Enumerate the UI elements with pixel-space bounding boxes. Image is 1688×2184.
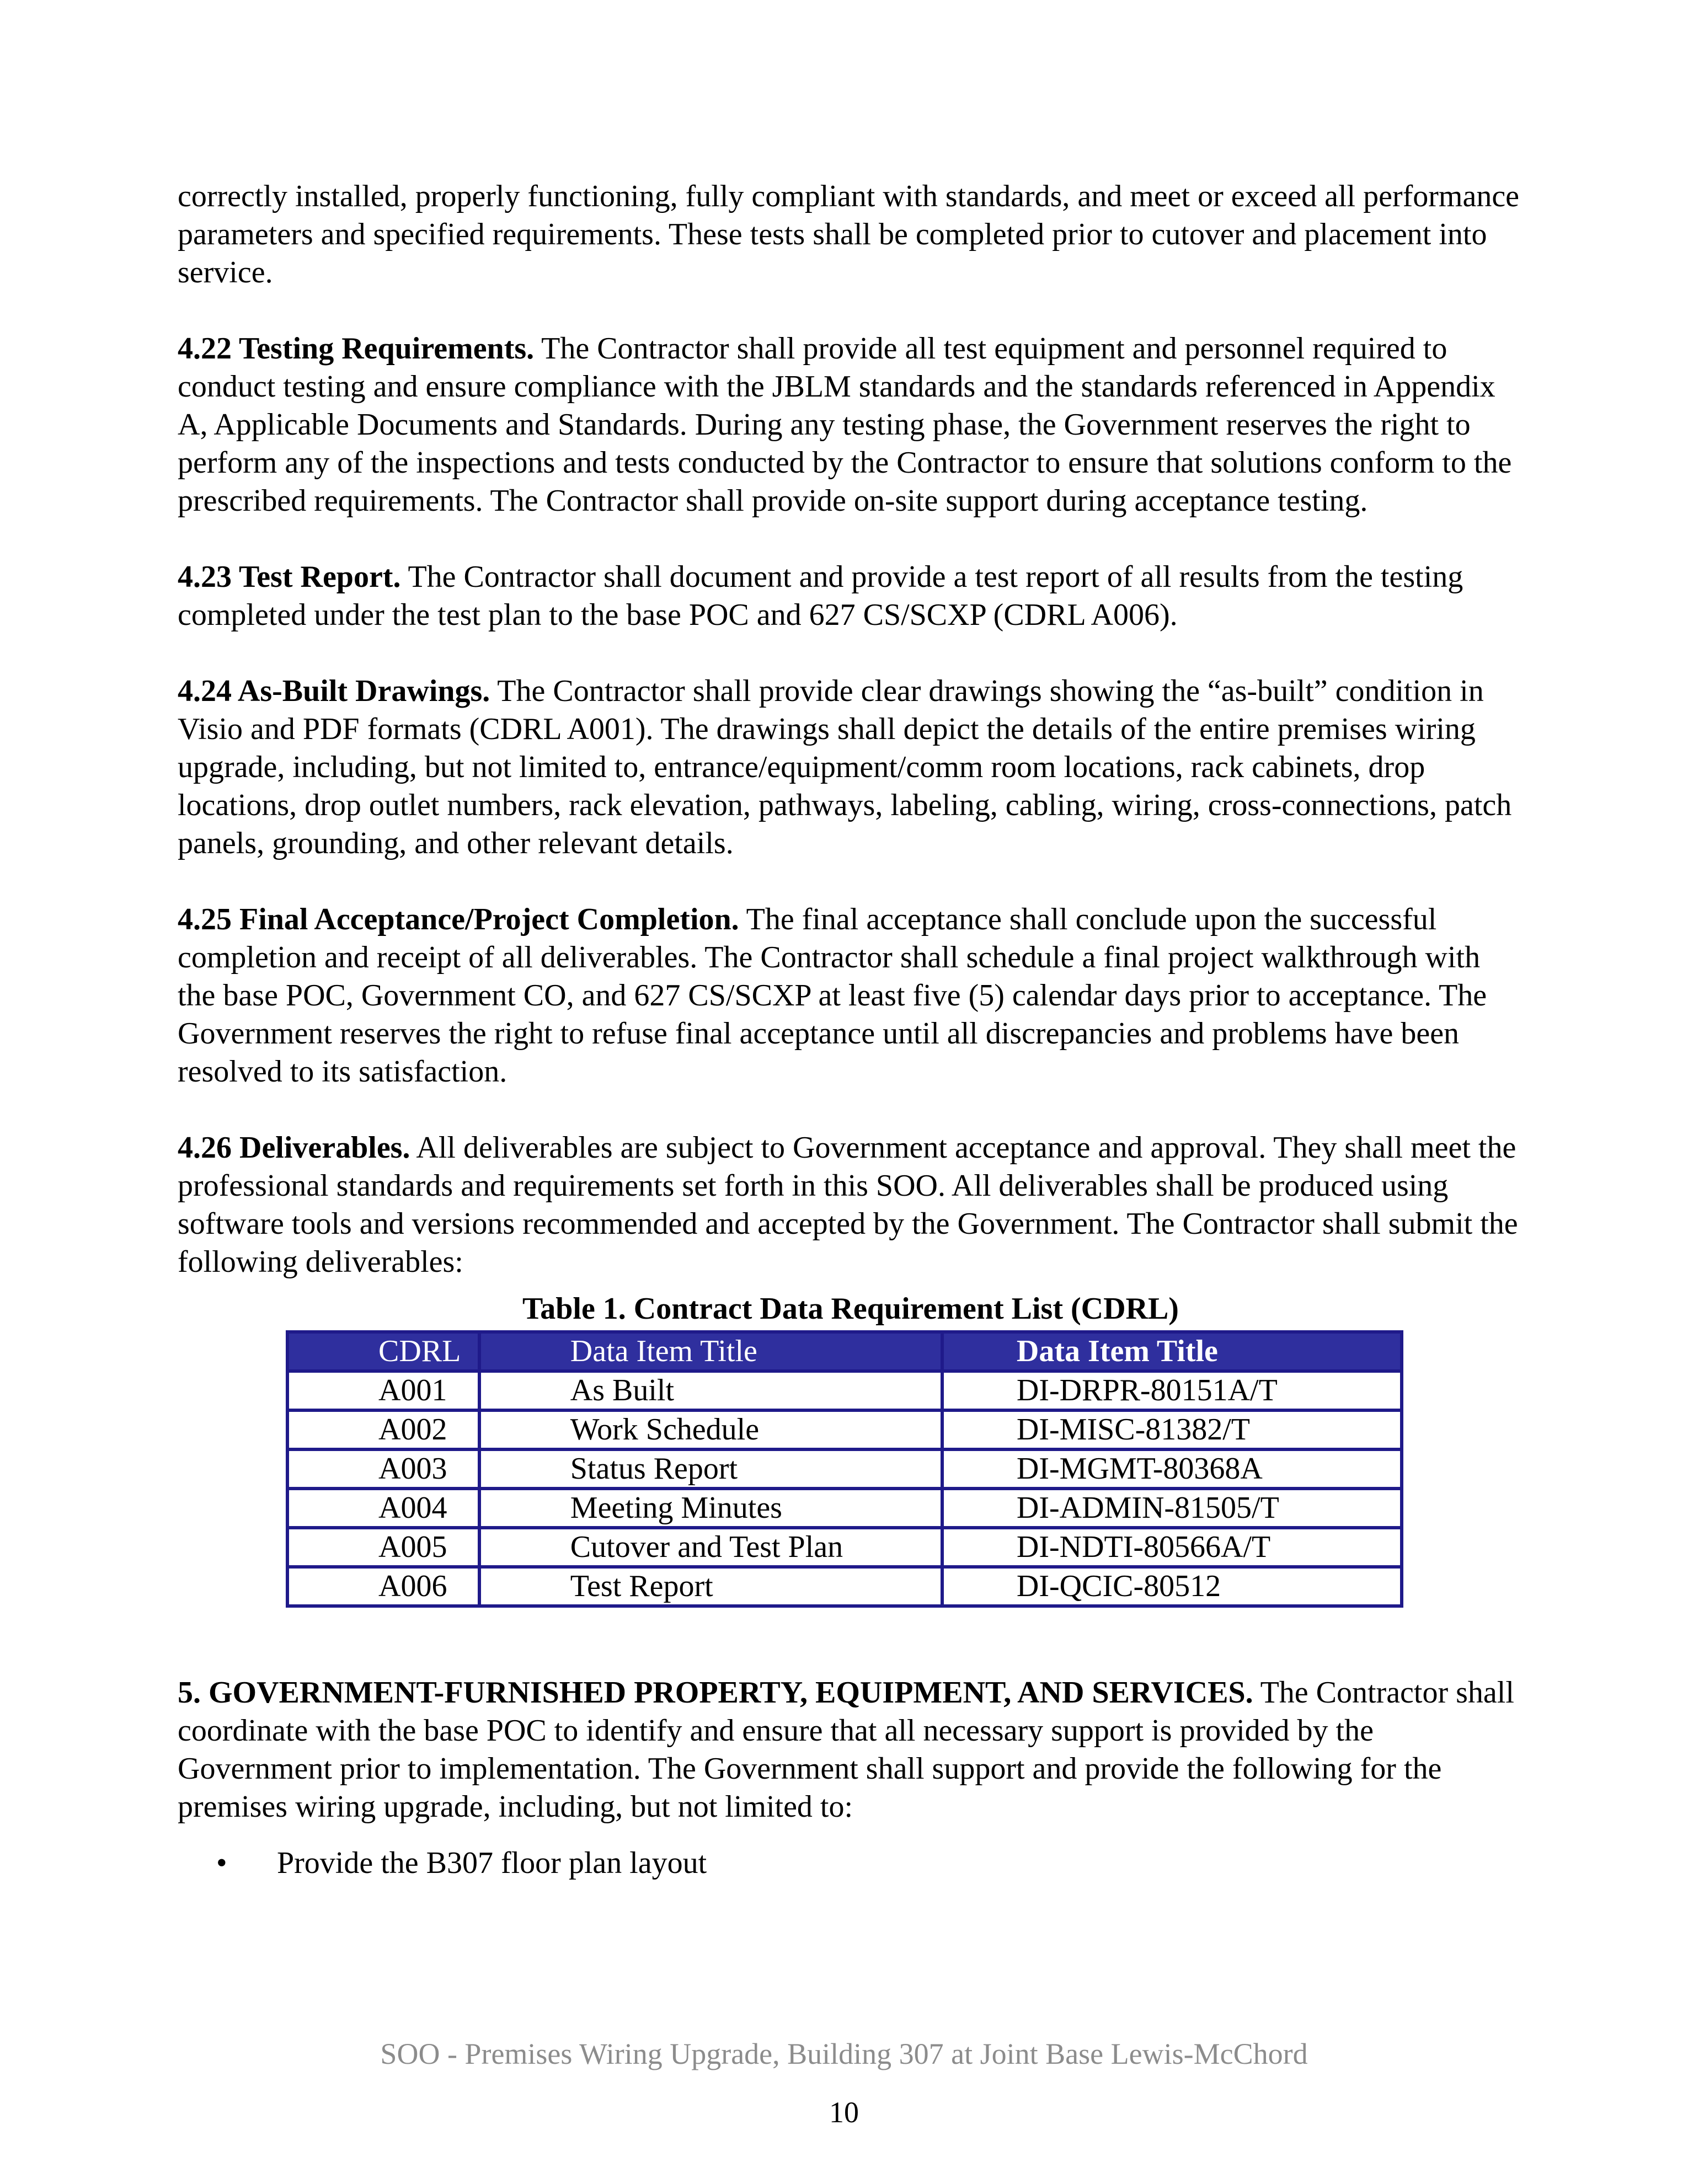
- footer-title: SOO - Premises Wiring Upgrade, Building 307 at Joint Base Lewis-McChord: [380, 2037, 1308, 2070]
- table-row: [287, 1371, 1402, 1410]
- item-cell: DI-MISC-81382/T: [942, 1410, 1402, 1449]
- section-body: All deliverables are subject to Government acceptance and approval. They shall meet the professional standards and requirements set forth in this SOO. All deliverables shall be produced using software tools and versions recommended and accepted by the Government. The Contractor shall submit the following deliverables:: [178, 1131, 1518, 1279]
- continuation-paragraph: correctly installed, properly functioning, fully compliant with standards, and meet or exceed all performance parameters and specified requirements. These tests shall be completed prior to cutover and placement into service.: [178, 179, 1520, 290]
- table-row: [287, 1489, 1402, 1528]
- document-page: [178, 178, 1524, 1882]
- cdrl-cell: A005: [287, 1528, 479, 1567]
- table-row: [287, 1449, 1402, 1489]
- table-row: [287, 1528, 1402, 1567]
- item-cell: DI-QCIC-80512: [942, 1567, 1402, 1606]
- column-header-data-item-number: Data Item Title: [942, 1332, 1402, 1371]
- section-4-22: [178, 330, 1524, 520]
- title-cell: Work Schedule: [479, 1410, 942, 1449]
- cdrl-cell: A004: [287, 1489, 479, 1528]
- column-header-data-item-title: Data Item Title: [479, 1332, 942, 1371]
- cdrl-cell: A003: [287, 1449, 479, 1489]
- section-heading: 4.22 Testing Requirements.: [178, 331, 535, 366]
- section-5-paragraph: [178, 1674, 1524, 1826]
- item-cell: DI-MGMT-80368A: [942, 1449, 1402, 1489]
- section-body: The Contractor shall provide all test equipment and personnel required to conduct testing and ensure compliance with the JBLM standards and the standards referenced in Appendix A, Applicable Documents and Standards. During any testing phase, the Government reserves the right to perform any of the inspections and tests conducted by the Contractor to ensure that solutions conform to the prescribed requirements. The Contractor shall provide on-site support during acceptance testing.: [178, 331, 1512, 518]
- section-heading: 4.25 Final Acceptance/Project Completion.: [178, 902, 739, 936]
- title-cell: Meeting Minutes: [479, 1489, 942, 1528]
- list-item-text: Provide the B307 floor plan layout: [277, 1846, 707, 1880]
- title-cell: As Built: [479, 1371, 942, 1410]
- bullet-icon: •: [216, 1846, 227, 1880]
- column-header-cdrl: CDRL: [287, 1332, 479, 1371]
- item-cell: DI-NDTI-80566A/T: [942, 1528, 1402, 1567]
- list-item: [178, 1844, 1524, 1882]
- section-4-24: [178, 672, 1524, 863]
- cdrl-table: [286, 1330, 1403, 1608]
- section-body: The final acceptance shall conclude upon the successful completion and receipt of all deliverables. The Contractor shall schedule a final project walkthrough with the base POC, Government CO, and 627 CS/SCXP at least five (5) calendar days prior to acceptance. The Government reserves the right to refuse final acceptance until all discrepancies and problems have been resolved to its satisfaction.: [178, 902, 1487, 1089]
- table-row: [287, 1410, 1402, 1449]
- title-cell: Test Report: [479, 1567, 942, 1606]
- section-heading: 4.23 Test Report.: [178, 560, 401, 594]
- section-5: [178, 1674, 1524, 1882]
- bullet-list: [178, 1844, 1524, 1882]
- item-cell: DI-ADMIN-81505/T: [942, 1489, 1402, 1528]
- page-number: 10: [829, 2096, 859, 2129]
- cdrl-cell: A006: [287, 1567, 479, 1606]
- title-cell: Cutover and Test Plan: [479, 1528, 942, 1567]
- section-heading: 5. GOVERNMENT-FURNISHED PROPERTY, EQUIPMENT, AND SERVICES.: [178, 1676, 1253, 1710]
- item-cell: DI-DRPR-80151A/T: [942, 1371, 1402, 1410]
- section-4-26: [178, 1129, 1524, 1281]
- section-4-25: [178, 901, 1524, 1091]
- section-4-23: [178, 558, 1524, 634]
- cdrl-cell: A002: [287, 1410, 479, 1449]
- section-body: The Contractor shall provide clear drawings showing the “as-built” condition in Visio and PDF formats (CDRL A001). The drawings shall depict the details of the entire premises wiring upgrade, including, but not limited to, entrance/equipment/comm room locations, rack cabinets, drop locations, drop outlet numbers, rack elevation, pathways, labeling, cabling, wiring, cross-connections, patch panels, grounding, and other relevant details.: [178, 674, 1512, 860]
- cdrl-cell: A001: [287, 1371, 479, 1410]
- section-body: The Contractor shall coordinate with the base POC to identify and ensure that all necessary support is provided by the Government prior to implementation. The Government shall support and provide the following for the premises wiring upgrade, including, but not limited to:: [178, 1676, 1514, 1824]
- section-body: The Contractor shall document and provide a test report of all results from the testing completed under the test plan to the base POC and 627 CS/SCXP (CDRL A006).: [178, 560, 1463, 632]
- table-header-row: [287, 1332, 1402, 1371]
- section-heading: 4.26 Deliverables.: [178, 1131, 410, 1165]
- table-row: [287, 1567, 1402, 1606]
- table-caption: Table 1. Contract Data Requirement List (CDRL): [522, 1292, 1179, 1326]
- section-heading: 4.24 As-Built Drawings.: [178, 674, 490, 708]
- title-cell: Status Report: [479, 1449, 942, 1489]
